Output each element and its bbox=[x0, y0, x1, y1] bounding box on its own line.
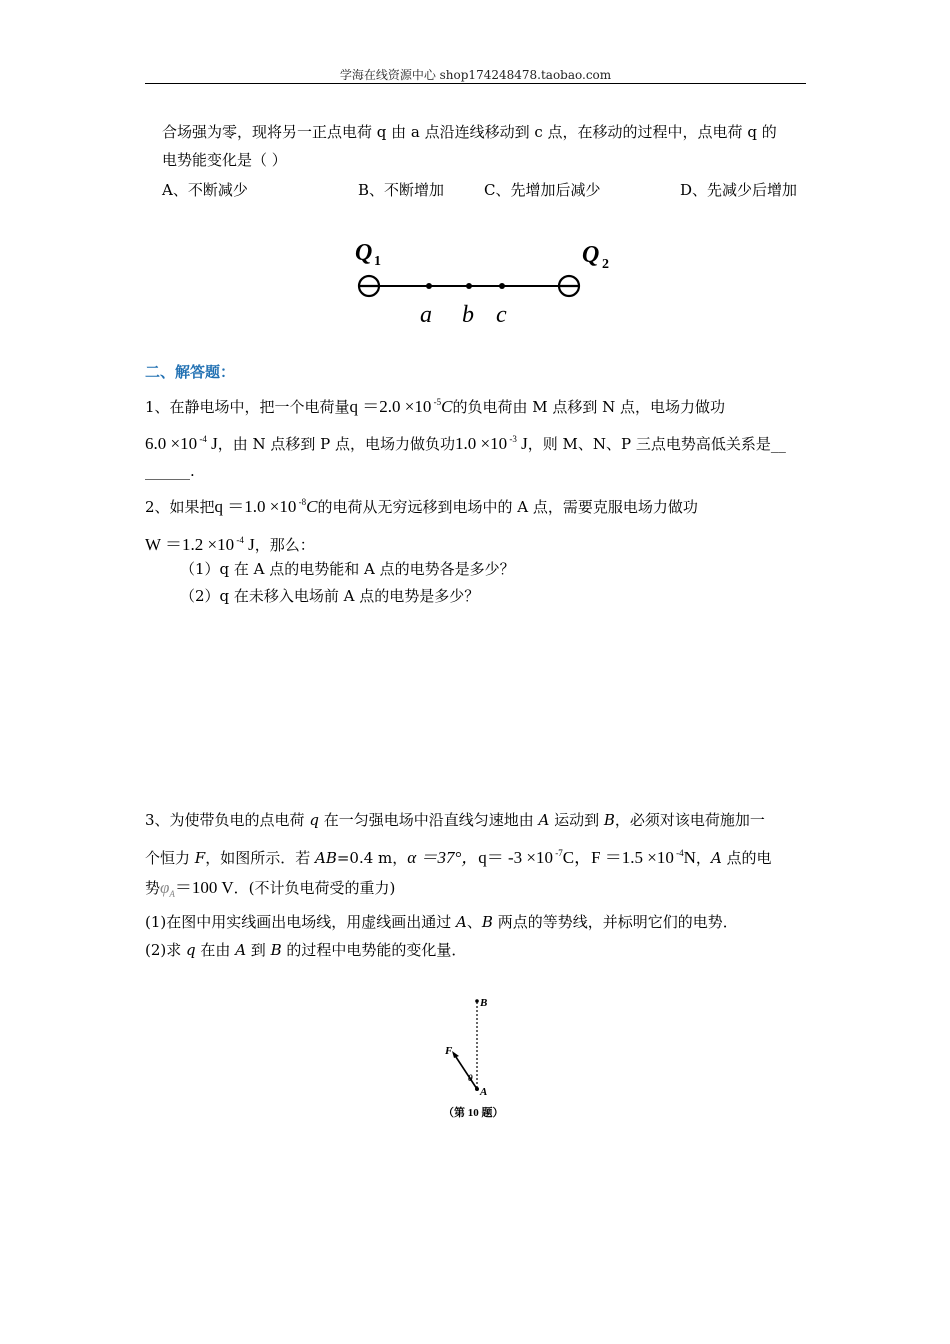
point-a bbox=[426, 283, 432, 289]
question-2-sub1: （1）q 在 A 点的电势能和 A 点的电势各是多少？ bbox=[180, 560, 515, 578]
q2-label: Q bbox=[582, 242, 600, 268]
header-rule bbox=[145, 83, 806, 84]
option-b: B、不断增加 bbox=[358, 181, 445, 199]
option-c: C、先增加后减少 bbox=[484, 181, 601, 199]
prev-question-line1: 合场强为零，现将另一正点电荷 q 由 a 点沿连线移动到 c 点，在移动的过程中，点电荷 q 的 bbox=[162, 123, 777, 141]
force-arrowhead-icon bbox=[452, 1051, 459, 1058]
label-a: a bbox=[420, 302, 432, 328]
force-figure bbox=[430, 990, 530, 1125]
point-c bbox=[499, 283, 505, 289]
potential-formula: $\varphi_A$ bbox=[160, 878, 175, 899]
label-theta: θ bbox=[468, 1073, 473, 1083]
option-d: D、先减少后增加 bbox=[680, 181, 798, 199]
label-F: F bbox=[445, 1045, 453, 1057]
question-1-line2: 6.0 ×10 $^{-4}$ J，由 N 点移到 P 点，电场力做负功1.0 ×10 $^{-3}$ J，则 M、N、P 三点电势高低关系是__ bbox=[145, 434, 786, 453]
charges-figure bbox=[345, 232, 625, 332]
label-c: c bbox=[496, 302, 507, 328]
question-1-line1: 1、在静电场中，把一个电荷量q ＝2.0 ×10 $^{-5}$C的负电荷由 M 点移到 N 点，电场力做功 bbox=[145, 397, 726, 416]
option-a: A、不断减少 bbox=[162, 181, 248, 199]
section-title: 二、解答题： bbox=[145, 363, 236, 381]
question-3-line1: 3、为使带负电的点电荷 q 在一匀强电场中沿直线匀速地由 A 运动到 B，必须对该电荷施加一 bbox=[145, 811, 765, 829]
question-3-line2: 个恒力 F，如图所示．若 AB=0.4 m，α ＝37°，q＝ -3 ×10 $^{-7}$C，F ＝1.5 ×10 $^{-4}$N，A 点的电 bbox=[145, 848, 772, 867]
question-2-line1: 2、如果把q ＝1.0 ×10 $^{-8}$C的电荷从无穷远移到电场中的 A 点，需要克服电场力做功 bbox=[145, 497, 698, 516]
question-3-line3: 势$\varphi_A=100$ V．(不计负电荷受的重力) bbox=[145, 878, 396, 899]
angle-formula: α ＝37°， bbox=[407, 848, 479, 867]
figure-caption: （第 10 题） bbox=[443, 1107, 504, 1119]
work-formula-1: 6.0 ×10 $^{-4}$ J bbox=[145, 434, 218, 453]
question-3-part1: (1)在图中用实线画出电场线，用虚线画出通过 A、B 两点的等势线，并标明它们的电势． bbox=[145, 913, 738, 931]
charge-formula: q ＝2.0 ×10 $^{-5}$C bbox=[349, 397, 453, 416]
charge-formula-3: q＝ -3 ×10 $^{-7}$C， bbox=[478, 848, 592, 867]
q2-sub: 2 bbox=[602, 257, 609, 272]
point-b bbox=[466, 283, 472, 289]
label-B: B bbox=[480, 997, 488, 1009]
q1-label: Q bbox=[355, 240, 373, 266]
question-2-sub2: （2）q 在未移入电场前 A 点的电势是多少？ bbox=[180, 587, 480, 605]
question-3-part2: (2)求 q 在由 A 到 B 的过程中电势能的变化量． bbox=[145, 941, 467, 959]
prev-question-line2: 电势能变化是（ ） bbox=[162, 151, 287, 169]
work-formula-2: 1.0 ×10 $^{-3}$ J bbox=[455, 434, 528, 453]
charge-formula-2: q ＝1.0 ×10 $^{-8}$C bbox=[214, 497, 318, 516]
force-vector bbox=[454, 1054, 477, 1089]
label-A: A bbox=[480, 1086, 488, 1098]
question-2-line2: W ＝1.2 ×10 $^{-4}$ J，那么： bbox=[145, 535, 315, 554]
point-b-dot bbox=[475, 999, 479, 1003]
q1-sub: 1 bbox=[374, 254, 381, 269]
label-b: b bbox=[462, 302, 474, 328]
page-header: 学海在线资源中心 shop174248478.taobao.com bbox=[339, 68, 612, 82]
work-formula-3: W ＝1.2 ×10 $^{-4}$ J bbox=[145, 535, 255, 554]
question-1-line3: ______. bbox=[145, 462, 195, 480]
force-formula: F ＝1.5 ×10 $^{-4}$N bbox=[591, 848, 696, 867]
